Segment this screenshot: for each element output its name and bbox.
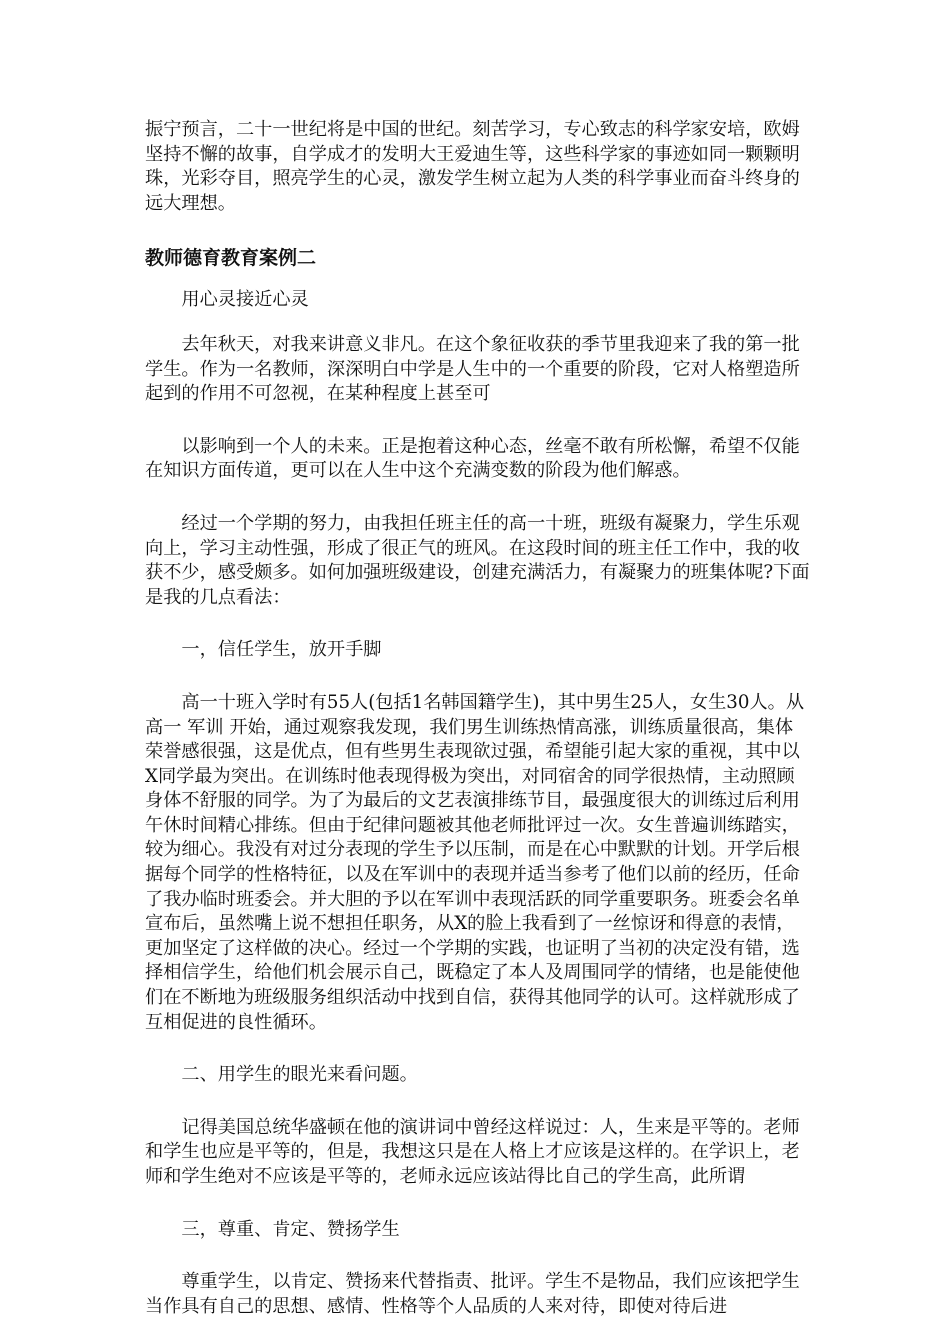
paragraph-3: 经过一个学期的努力，由我担任班主任的高一十班，班级有凝聚力，学生乐观向上，学习主动性强，形成了很正气的班风。在这段时间的班主任工作中，我的收获不少，感受颇多。如何加强班级建设，创建充满活力，有凝聚力的班集体呢?下面是我的几点看法： <box>145 512 810 608</box>
intro-paragraph: 振宁预言，二十一世纪将是中国的世纪。刻苦学习，专心致志的科学家安培，欧姆坚持不懈的故事，自学成才的发明大王爱迪生等，这些科学家的事迹如同一颗颗明珠，光彩夺目，照亮学生的心灵，激发学生树立起为人类的科学事业而奋斗终身的远大理想。 <box>145 119 800 214</box>
paragraph-1: 去年秋天，对我来讲意义非凡。在这个象征收获的季节里我迎来了我的第一批学生。作为一名教师，深深明白中学是人生中的一个重要的阶段，它对人格塑造所起到的作用不可忽视，在某种程度上甚至可 <box>145 333 800 405</box>
paragraph-5: 记得美国总统华盛顿在他的演讲词中曾经这样说过：人，生来是平等的。老师和学生也应是平等的，但是，我想这只是在人格上才应该是这样的。在学识上，老师和学生绝对不应该是平等的，老师永远应该站得比自己的学生高，此所谓 <box>145 1116 800 1187</box>
section-2-title: 二、用学生的眼光来看问题。 <box>145 1064 418 1086</box>
paragraph-2: 以影响到一个人的未来。正是抱着这种心态，丝毫不敢有所松懈，希望不仅能在知识方面传道，更可以在人生中这个充满变数的阶段为他们解惑。 <box>145 435 800 482</box>
section-heading: 教师德育教育案例二 <box>145 247 317 270</box>
subtitle: 用心灵接近心灵 <box>145 289 309 311</box>
paragraph-6: 尊重学生，以肯定、赞扬来代替指责、批评。学生不是物品，我们应该把学生当作具有自己的思想、感情、性格等个人品质的人来对待，即使对待后进 <box>145 1271 800 1317</box>
section-3-title: 三，尊重、肯定、赞扬学生 <box>145 1218 400 1240</box>
paragraph-4: 高一十班入学时有55人(包括1名韩国籍学生)，其中男生25人，女生30人。从高一 军训 开始，通过观察我发现，我们男生训练热情高涨，训练质量很高，集体荣誉感很强，这是优点，但有些男生表现欲过强，希望能引起大家的重视，其中以X同学最为突出。在训练时他表现得极为突出，对同宿舍的同学很热情，主动照顾身体不舒服的同学。为了为最后的文艺表演排练节目，最强度很大的训练过后利用午休时间精心排练。但由于纪律问题被其他老师批评过一次。女生普遍训练踏实，较为细心。我没有对过分表现的学生予以压制，而是在心中默默的计划。开学后根据每个同学的性格特征，以及在军训中的表现并适当参考了他们以前的经历，任命了我办临时班委会。并大胆的予以在军训中表现活跃的同学重要职务。班委会名单宣布后，虽然嘴上说不想担任职务，从X的脸上我看到了一丝惊讶和得意的表情，更加坚定了这样做的决心。经过一个学期的实践，也证明了当初的决定没有错，选择相信学生，给他们机会展示自己，既稳定了本人及周围同学的情绪，也是能使他们在不断地为班级服务组织活动中找到自信，获得其他同学的认可。这样就形成了互相促进的良性循环。 <box>145 691 805 1033</box>
section-1-title: 一，信任学生，放开手脚 <box>145 639 382 661</box>
